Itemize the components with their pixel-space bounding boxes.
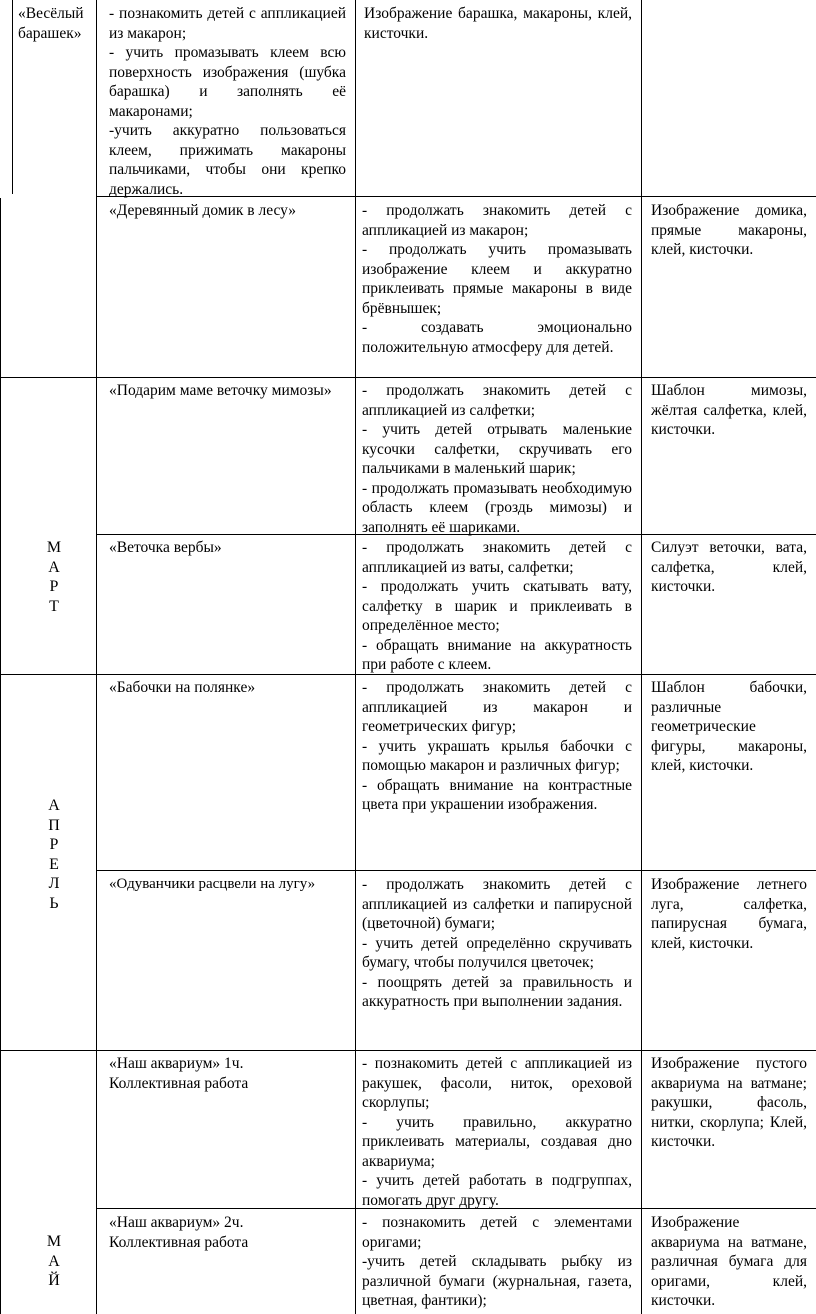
grid-line <box>12 0 13 194</box>
materials-cell: Изображение барашка, макароны, клей, кисточки. <box>364 5 632 42</box>
grid-line <box>96 0 97 1314</box>
goals-cell: - продолжать знакомить детей с аппликацией из салфетки; - учить детей отрывать маленькие кусочки салфетки, скручивать его пальчиками в маленький шарик; - продолжать промазывать необходимую область клеем (гроздь мимозы) и заполнять её шариками. <box>362 382 632 536</box>
goals-cell: - познакомить детей с аппликацией из макарон; - учить промазывать клеем всю поверхность изображения (шубка барашка) и заполнять её макаронами; -учить аккуратно пользоваться клеем, прижимать макароны пальчиками, чтобы они крепко держались. <box>109 5 346 198</box>
goals-cell: - продолжать знакомить детей с аппликацией из макарон; - продолжать учить промазывать изображение клеем и аккуратно приклеивать прямые макароны в виде брёвнышек; - создавать эмоционально положительную атмосферу для детей. <box>362 202 632 356</box>
topic-cell: «Весёлый барашек» <box>18 5 84 42</box>
grid-line <box>641 0 642 1314</box>
materials-cell: Шаблон бабочки, различные геометрические фигуры, макароны, клей, кисточки. <box>651 679 807 774</box>
topic-cell: «Наш аквариум» 1ч. Коллективная работа <box>109 1055 249 1092</box>
grid-line <box>355 0 356 1314</box>
goals-cell: - продолжать знакомить детей с аппликацией из салфетки и папирусной (цветочной) бумаги; - учить детей определённо скручивать бумагу, чтобы получился цветочек; - поощрять детей за правильность и аккуратность при выполнении задания. <box>362 876 632 1010</box>
materials-cell: Силуэт веточки, вата, салфетка, клей, кисточки. <box>651 539 807 595</box>
topic-cell: «Одуванчики расцвели на лугу» <box>109 876 316 892</box>
grid-line <box>0 1050 816 1051</box>
topic-cell: «Веточка вербы» <box>109 539 222 556</box>
topic-cell: «Подарим маме веточку мимозы» <box>109 382 332 399</box>
goals-cell: - познакомить детей с элементами оригами; -учить детей складывать рыбку из различной бумаги (журнальная, газета, цветная, фантики); <box>362 1214 632 1309</box>
grid-line <box>96 870 816 871</box>
goals-cell: - познакомить детей с аппликацией из ракушек, фасоли, ниток, ореховой скорлупы; - учить правильно, аккуратно приклеивать материалы, создавая дно аквариума; - учить детей работать в подгруппах, помогать друг другу. <box>362 1055 632 1209</box>
materials-cell: Изображение аквариума на ватмане, различная бумага для оригами, клей, кисточки. <box>651 1214 807 1309</box>
materials-cell: Изображение домика, прямые макароны, клей, кисточки. <box>651 202 807 258</box>
topic-cell: «Наш аквариум» 2ч. Коллективная работа <box>109 1214 249 1251</box>
month-april: А П Р Е Л Ь <box>48 797 60 912</box>
topic-cell: «Деревянный домик в лесу» <box>109 202 297 219</box>
goals-cell: - продолжать знакомить детей с аппликацией из макарон и геометрических фигур; - учить украшать крылья бабочки с помощью макарон и различных фигур; - обращать внимание на контрастные цвета при украшении изображения. <box>362 679 632 813</box>
materials-cell: Изображение пустого аквариума на ватмане; ракушки, фасоль, нитки, скорлупа; Клей, кисточки. <box>651 1055 807 1150</box>
goals-cell: - продолжать знакомить детей с аппликацией из ваты, салфетки; - продолжать учить скатывать вату, салфетку в шарик и приклеивать в определённое место; - обращать внимание на аккуратность при работе с клеем. <box>362 539 632 673</box>
month-may: М А Й <box>46 1233 62 1289</box>
grid-line <box>0 377 816 378</box>
topic-cell: «Бабочки на полянке» <box>109 679 256 696</box>
materials-cell: Шаблон мимозы, жёлтая салфетка, клей, кисточки. <box>651 382 807 438</box>
month-march: М А Р Т <box>46 539 62 615</box>
materials-cell: Изображение летнего луга, салфетка, папирусная бумага, клей, кисточки. <box>651 876 807 952</box>
grid-line <box>0 198 1 1314</box>
